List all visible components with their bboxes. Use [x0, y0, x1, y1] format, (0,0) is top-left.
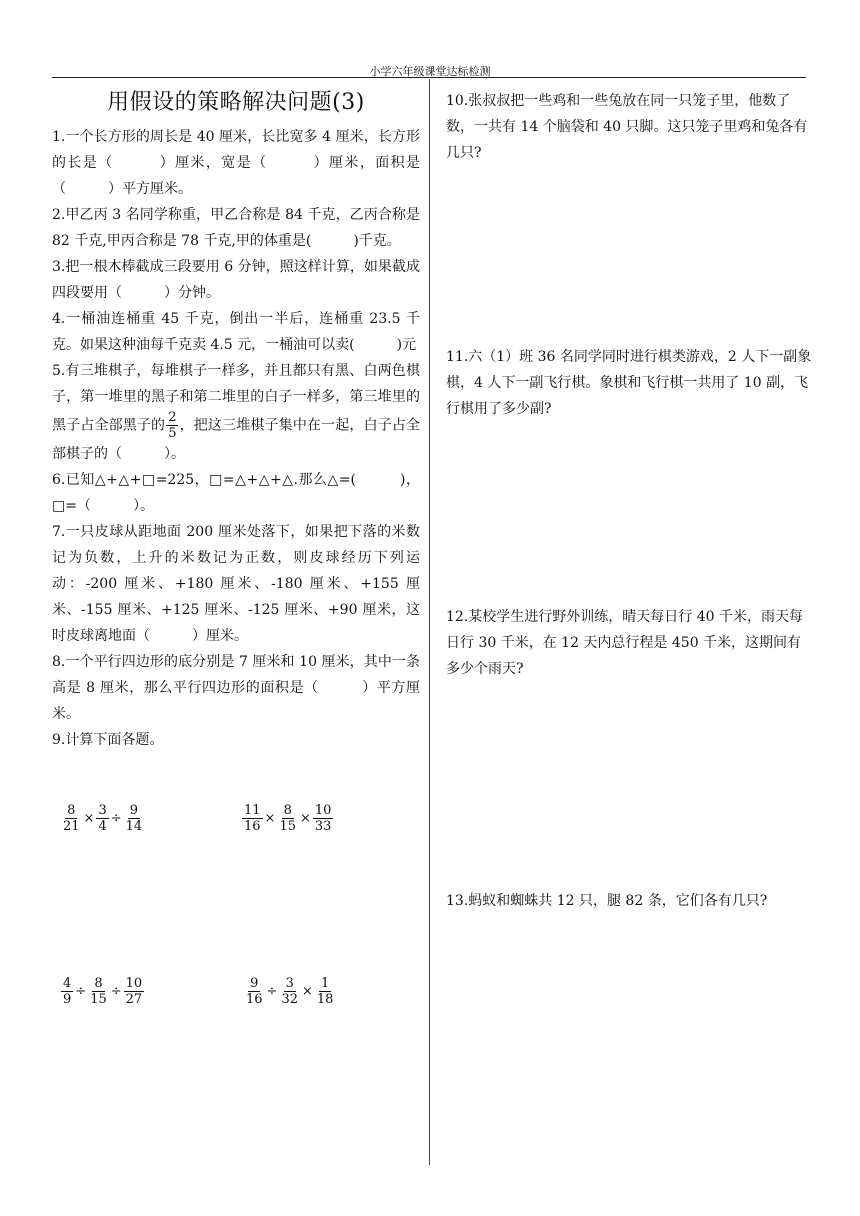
denominator: 32 [281, 992, 298, 1007]
numerator: 4 [63, 976, 72, 991]
operator: × [83, 811, 95, 826]
operator: × [264, 811, 276, 826]
calc-4-frac-b [279, 976, 300, 1007]
numerator: 11 [244, 803, 261, 818]
worksheet-title: 用假设的策略解决问题(3) [107, 90, 365, 115]
operator: ÷ [110, 811, 122, 826]
denominator: 16 [246, 992, 263, 1007]
calc-3-frac-c [124, 976, 145, 1007]
denominator: 16 [244, 819, 261, 834]
calc-1-frac-a [61, 803, 82, 834]
calc-expression-4 [243, 976, 336, 1007]
question-4: 4.一桶油连桶重 45 千克，倒出一半后，连桶重 23.5 千克。如果这种油每千克卖 4.5 元，一桶油可以卖( )元 [52, 311, 420, 353]
numerator: 10 [314, 803, 332, 818]
calc-2-frac-c [313, 803, 334, 834]
operator: × [302, 984, 313, 999]
calc-3-frac-b [88, 976, 109, 1007]
calc-4-frac-a [244, 976, 265, 1007]
question-11: 11.六（1）班 36 名同学同时进行棋类游戏，2 人下一副象棋，4 人下一副飞行棋。象棋和飞行棋一共用了 10 副，飞行棋用了多少副? [446, 349, 812, 417]
numerator: 8 [67, 803, 76, 818]
numerator: 1 [321, 976, 330, 991]
calc-2-frac-b [277, 803, 298, 834]
question-13: 13.蚂蚁和蜘蛛共 12 只，腿 82 条，它们各有几只? [446, 893, 768, 909]
denominator: 14 [125, 819, 143, 834]
denominator: 18 [316, 992, 334, 1007]
calc-1-frac-c [124, 803, 145, 834]
numerator: 3 [98, 803, 107, 818]
numerator: 8 [94, 976, 103, 991]
calc-1-frac-b [96, 803, 108, 834]
calc-expression-3 [60, 976, 145, 1007]
operator: ÷ [110, 984, 122, 999]
denominator: 33 [314, 819, 332, 834]
question-8: 8.一个平行四边形的底分别是 7 厘米和 10 厘米，其中一条高是 8 厘米，那么平行四边形的面积是（ ）平方厘米。 [52, 654, 420, 722]
page-header: 小学六年级课堂达标检测 [369, 65, 491, 78]
operator: ÷ [75, 984, 87, 999]
calc-2-frac-a [242, 803, 263, 834]
question-7: 7.一只皮球从距地面 200 厘米处落下，如果把下落的米数记为负数，上升的米数记为正数，则皮球经历下列运动：-200 厘米、+180 厘米、-180 厘米、+155 厘米、-155 厘米、+125 厘米、-125 厘米、+90 厘米，这时皮球离地面（ ）厘米。 [52, 524, 420, 644]
column-divider [429, 79, 430, 1165]
question-5-text-a: 5.有三堆棋子，每堆棋子一样多，并且都只有黑、白两色棋子，第一堆里的黑子和第二堆里的白子一样多，第三堆里的黑子占全部黑子的 [52, 363, 420, 434]
fraction-two-fifths [166, 410, 178, 441]
question-5-text-b: ，把这三堆棋子集中在一起，白子占全部棋子的（ ）。 [52, 417, 421, 462]
calc-expression-2 [241, 803, 334, 834]
denominator: 15 [279, 819, 296, 834]
question-1: 1.一个长方形的周长是 40 厘米，长比宽多 4 厘米，长方形的长是（ ）厘米，宽是（ ）厘米，面积是（ ）平方厘米。 [52, 129, 420, 197]
fraction-numerator: 2 [168, 410, 177, 425]
question-9: 9.计算下面各题。 [52, 732, 164, 748]
denominator: 21 [63, 819, 80, 834]
question-10: 10.张叔叔把一些鸡和一些兔放在同一只笼子里，他数了数，一共有 14 个脑袋和 40 只脚。这只笼子里鸡和兔各有几只? [446, 93, 808, 161]
denominator: 27 [125, 992, 143, 1007]
question-6: 6.已知△+△+□=225，□=△+△+△.那么△=( )，□=（ ）。 [52, 472, 420, 514]
numerator: 9 [250, 976, 259, 991]
operator: ÷ [266, 984, 278, 999]
denominator: 15 [90, 992, 107, 1007]
denominator: 9 [63, 992, 72, 1007]
question-3: 3.把一根木棒截成三段要用 6 分钟，照这样计算，如果截成四段要用（ ）分钟。 [52, 259, 420, 301]
header-rule [52, 77, 806, 78]
question-12: 12.某校学生进行野外训练，晴天每日行 40 千米，雨天每日行 30 千米，在 12 天内总行程是 450 千米，这期间有多少个雨天? [446, 609, 803, 677]
numerator: 3 [285, 976, 294, 991]
calc-4-frac-c [315, 976, 336, 1007]
calc-3-frac-a [61, 976, 73, 1007]
calc-expression-1 [60, 803, 145, 834]
numerator: 10 [125, 976, 143, 991]
operator: × [300, 811, 311, 826]
left-column [52, 88, 420, 753]
numerator: 8 [283, 803, 292, 818]
fraction-denominator: 5 [168, 426, 177, 441]
question-2: 2.甲乙丙 3 名同学称重，甲乙合称是 84 千克，乙丙合称是 82 千克,甲丙合称是 78 千克,甲的体重是( )千克。 [52, 207, 420, 249]
numerator: 9 [129, 803, 139, 818]
denominator: 4 [98, 819, 107, 834]
question-5 [52, 358, 420, 467]
